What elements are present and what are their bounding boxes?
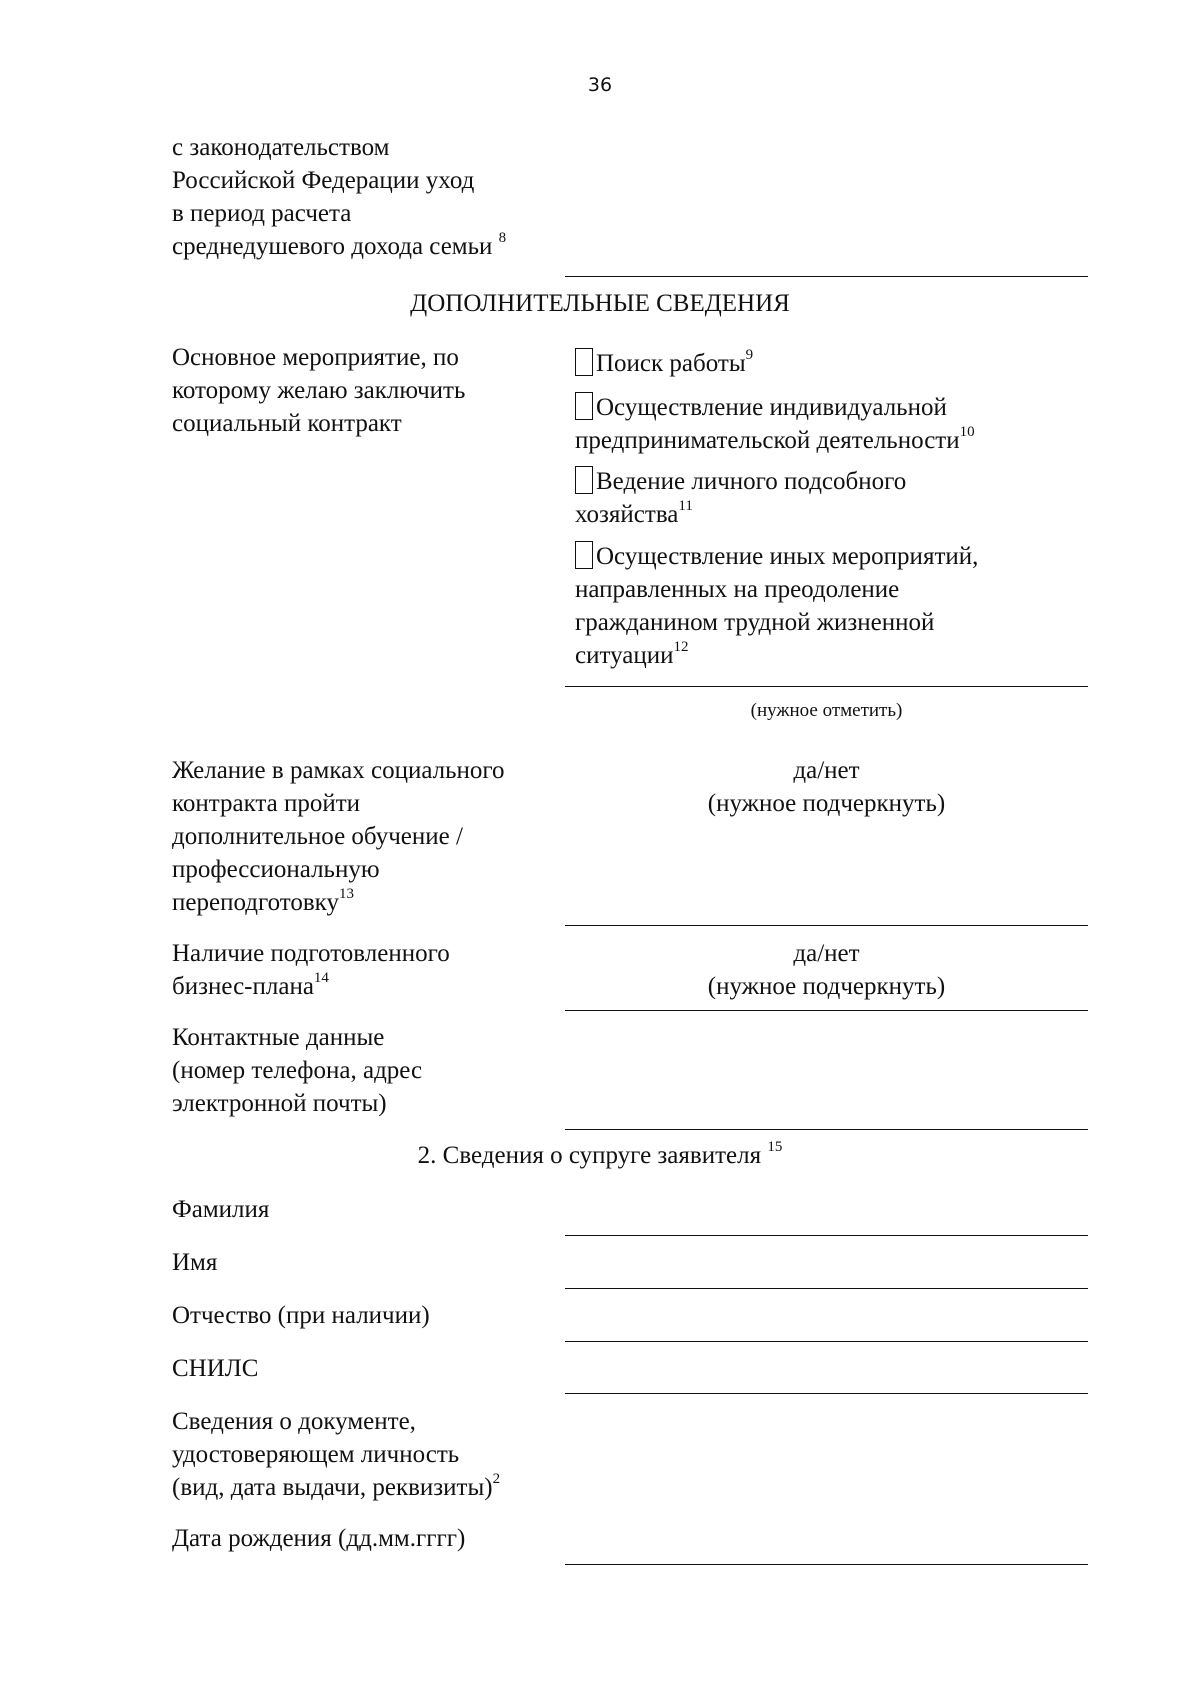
name-field[interactable] <box>565 1288 1088 1289</box>
intro-answer-line[interactable] <box>565 276 1088 277</box>
section-title: ДОПОЛНИТЕЛЬНЫЕ СВЕДЕНИЯ <box>410 290 790 317</box>
surname-field[interactable] <box>565 1235 1088 1236</box>
option-label: ситуации <box>575 642 674 669</box>
contacts-label-line: (номер телефона, адрес <box>172 1057 423 1084</box>
measure-label-line: социальный контракт <box>172 410 402 437</box>
training-answer-hint: (нужное подчеркнуть) <box>707 790 946 817</box>
snils-field[interactable] <box>565 1393 1088 1394</box>
surname-label: Фамилия <box>172 1196 270 1223</box>
birth-date-field[interactable] <box>565 1564 1088 1565</box>
option-subsidiary-farming <box>575 465 906 531</box>
business-plan-label <box>172 937 450 1003</box>
checkbox-other-measures[interactable] <box>575 541 593 569</box>
intro-label-line: с законодательством <box>172 134 390 161</box>
option-other-measures <box>575 540 978 672</box>
measure-hint: (нужное отметить) <box>750 700 903 721</box>
document-label-line: удостоверяющем личность <box>172 1441 460 1468</box>
document-label-line: (вид, дата выдачи, реквизиты) <box>172 1474 493 1501</box>
footnote-ref: 8 <box>498 229 507 246</box>
business-plan-label-line: бизнес-плана <box>172 973 314 1000</box>
footnote-ref: 15 <box>767 1138 783 1155</box>
training-yes-no[interactable]: да/нет <box>793 757 860 784</box>
measure-answer-line <box>565 686 1088 687</box>
page-number: 36 <box>587 74 613 96</box>
option-label: направленных на преодоление <box>575 576 900 603</box>
business-plan-answer <box>565 937 1088 1003</box>
contacts-label-line: электронной почты) <box>172 1090 387 1117</box>
checkbox-entrepreneurship[interactable] <box>575 392 593 420</box>
business-plan-label-line: Наличие подготовленного <box>172 940 450 967</box>
training-label-line: Желание в рамках социального <box>172 757 505 784</box>
option-label: Ведение личного подсобного <box>596 468 907 495</box>
contacts-answer-line[interactable] <box>565 1129 1088 1130</box>
measure-label-line: которому желаю заключить <box>172 377 466 404</box>
option-label: предпринимательской деятельности <box>575 427 960 454</box>
business-plan-answer-line <box>565 1010 1088 1011</box>
intro-label <box>172 131 506 263</box>
spouse-section-title: 2. Сведения о супруге заявителя $^{15}$ <box>417 1138 783 1169</box>
training-label <box>172 754 505 919</box>
checkbox-job-search[interactable] <box>575 348 593 376</box>
footnote-ref: 14 <box>313 969 329 986</box>
intro-label-line: среднедушевого дохода семьи $^8$ <box>172 229 507 260</box>
training-answer <box>565 754 1088 820</box>
contacts-label <box>172 1021 422 1120</box>
training-label-line: контракта пройти <box>172 790 361 817</box>
snils-label: СНИЛС <box>172 1355 259 1382</box>
footnote-ref: 13 <box>338 885 354 902</box>
training-answer-line <box>565 925 1088 926</box>
training-label-line: дополнительное обучение / <box>172 823 463 850</box>
patronymic-label: Отчество (при наличии) <box>172 1302 430 1329</box>
measure-label-line: Основное мероприятие, по <box>172 344 459 371</box>
footnote-ref: 11 <box>678 497 693 514</box>
document-label-line: Сведения о документе, <box>172 1408 416 1435</box>
name-label: Имя <box>172 1249 218 1276</box>
footnote-ref: 9 <box>745 346 754 363</box>
footnote-ref: 12 <box>673 638 689 655</box>
contacts-label-line: Контактные данные <box>172 1024 385 1051</box>
business-plan-answer-hint: (нужное подчеркнуть) <box>707 973 946 1000</box>
option-label: гражданином трудной жизненной <box>575 609 935 636</box>
document-label <box>172 1405 500 1504</box>
option-label: Осуществление индивидуальной <box>596 394 947 421</box>
patronymic-field[interactable] <box>565 1341 1088 1342</box>
option-label: Поиск работы <box>596 350 746 377</box>
training-label-line: профессиональную <box>172 856 380 883</box>
intro-label-line: Российской Федерации уход <box>172 167 475 194</box>
checkbox-subsidiary-farming[interactable] <box>575 466 593 494</box>
measure-label <box>172 341 465 440</box>
option-label: хозяйства <box>575 501 679 528</box>
intro-label-line: в период расчета <box>172 200 352 227</box>
footnote-ref: 2 <box>492 1470 501 1487</box>
option-entrepreneurship <box>575 391 975 457</box>
birth-date-label: Дата рождения (дд.мм.гггг) <box>172 1525 466 1552</box>
business-plan-yes-no[interactable]: да/нет <box>793 940 860 967</box>
option-label: Осуществление иных мероприятий, <box>596 543 979 570</box>
footnote-ref: 10 <box>959 423 975 440</box>
option-job-search <box>575 347 753 380</box>
training-label-line: переподготовку <box>172 889 339 916</box>
